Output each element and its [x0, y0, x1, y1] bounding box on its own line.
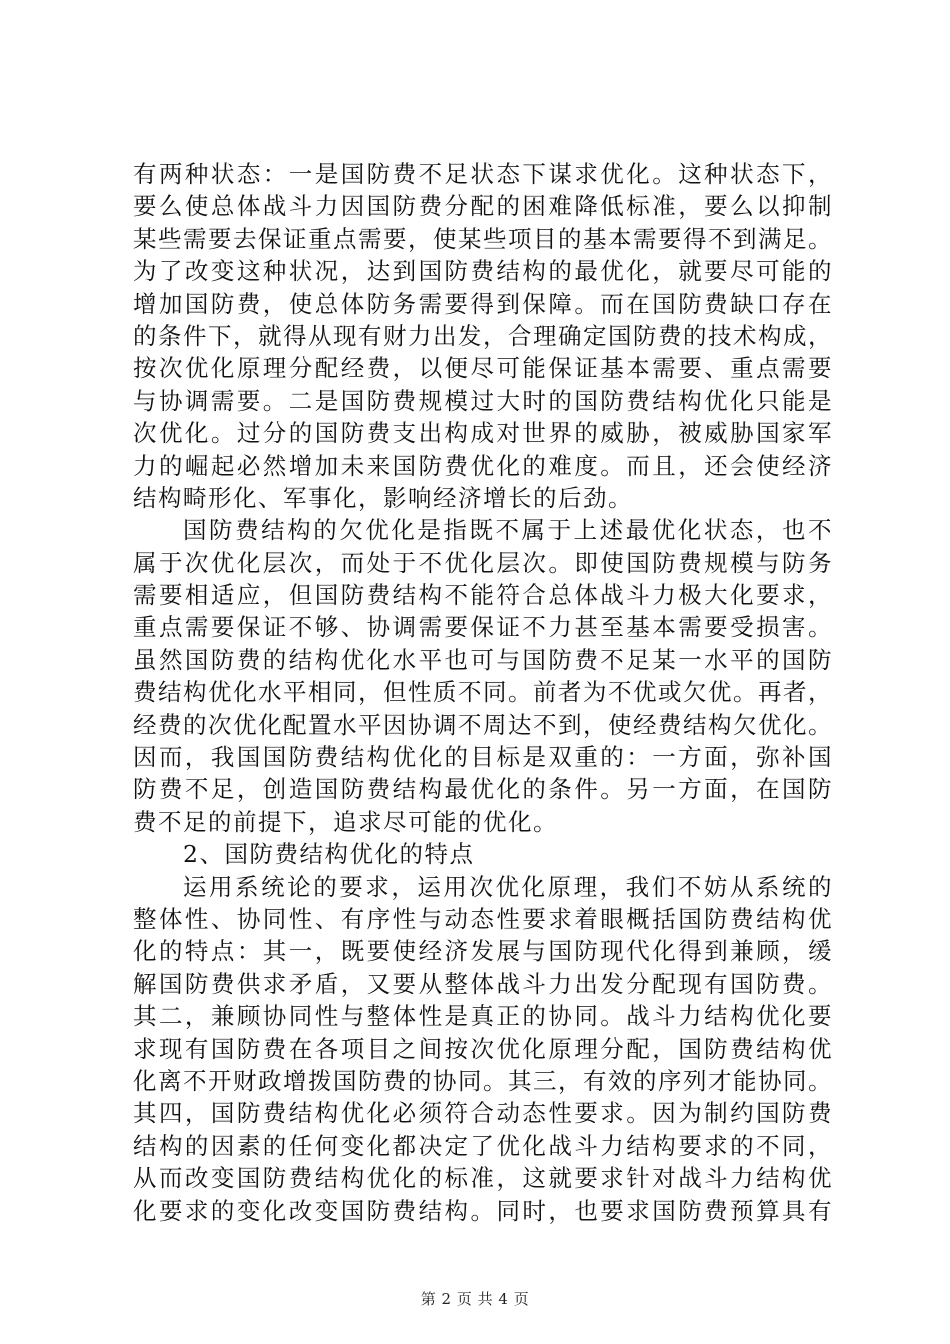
- text-line: 按次优化原理分配经费，以便尽可能保证基本需要、重点需要: [133, 354, 833, 383]
- text-line: 为了改变这种状况，达到国防费结构的最优化，就要尽可能的: [133, 257, 833, 286]
- text-line: 要么使总体战斗力因国防费分配的困难降低标准，要么以抑制: [133, 192, 833, 221]
- text-line: 求现有国防费在各项目之间按次优化原理分配，国防费结构优: [133, 1034, 833, 1063]
- text-line: 化要求的变化改变国防费结构。同时，也要求国防费预算具有: [133, 1196, 833, 1225]
- text-line: 结构畸形化、军事化，影响经济增长的后劲。: [133, 483, 633, 512]
- body-text: [133, 158, 833, 1227]
- text-line: 化离不开财政增拨国防费的协同。其三，有效的序列才能协同。: [133, 1066, 833, 1095]
- text-line: 次优化。过分的国防费支出构成对世界的威胁，被威胁国家军: [133, 419, 833, 448]
- text-line: 属于次优化层次，而处于不优化层次。即使国防费规模与防务: [133, 548, 833, 577]
- text-line: 防费不足，创造国防费结构最优化的条件。另一方面，在国防: [133, 775, 833, 804]
- text-line: 从而改变国防费结构优化的标准，这就要求针对战斗力结构优: [133, 1164, 833, 1193]
- text-line: 其四，国防费结构优化必须符合动态性要求。因为制约国防费: [133, 1099, 833, 1128]
- text-line: 需要相适应，但国防费结构不能符合总体战斗力极大化要求，: [133, 581, 833, 610]
- text-line: 整体性、协同性、有序性与动态性要求着眼概括国防费结构优: [133, 904, 833, 933]
- text-line: 重点需要保证不够、协调需要保证不力甚至基本需要受损害。: [133, 613, 833, 642]
- text-line: 国防费结构的欠优化是指既不属于上述最优化状态，也不: [183, 516, 833, 545]
- text-line: 结构的因素的任何变化都决定了优化战斗力结构要求的不同，: [133, 1131, 833, 1160]
- text-line: 增加国防费，使总体防务需要得到保障。而在国防费缺口存在: [133, 289, 833, 318]
- text-line: 费不足的前提下，追求尽可能的优化。: [133, 807, 558, 836]
- text-line: 经费的次优化配置水平因协调不周达不到，使经费结构欠优化。: [133, 710, 833, 739]
- text-line: 费结构优化水平相同，但性质不同。前者为不优或欠优。再者，: [133, 678, 833, 707]
- text-line: 2、国防费结构优化的特点: [183, 840, 475, 869]
- text-line: 有两种状态：一是国防费不足状态下谋求优化。这种状态下，: [133, 160, 833, 188]
- text-line: 与协调需要。二是国防费规模过大时的国防费结构优化只能是: [133, 386, 833, 415]
- text-line: 某些需要去保证重点需要，使某些项目的基本需要得不到满足。: [133, 224, 833, 253]
- text-line: 因而，我国国防费结构优化的目标是双重的：一方面，弥补国: [133, 743, 833, 772]
- text-line: 虽然国防费的结构优化水平也可与国防费不足某一水平的国防: [133, 645, 833, 674]
- text-line: 其二，兼顾协同性与整体性是真正的协同。战斗力结构优化要: [133, 1002, 833, 1031]
- text-line: 解国防费供求矛盾，又要从整体战斗力出发分配现有国防费。: [133, 969, 833, 998]
- text-line: 运用系统论的要求，运用次优化原理，我们不妨从系统的: [183, 872, 833, 901]
- text-line: 化的特点：其一，既要使经济发展与国防现代化得到兼顾，缓: [133, 937, 833, 966]
- text-line: 力的崛起必然增加未来国防费优化的难度。而且，还会使经济: [133, 451, 833, 480]
- text-line: 的条件下，就得从现有财力出发，合理确定国防费的技术构成，: [133, 321, 833, 350]
- page-footer: 第 2 页 共 4 页: [420, 1290, 530, 1308]
